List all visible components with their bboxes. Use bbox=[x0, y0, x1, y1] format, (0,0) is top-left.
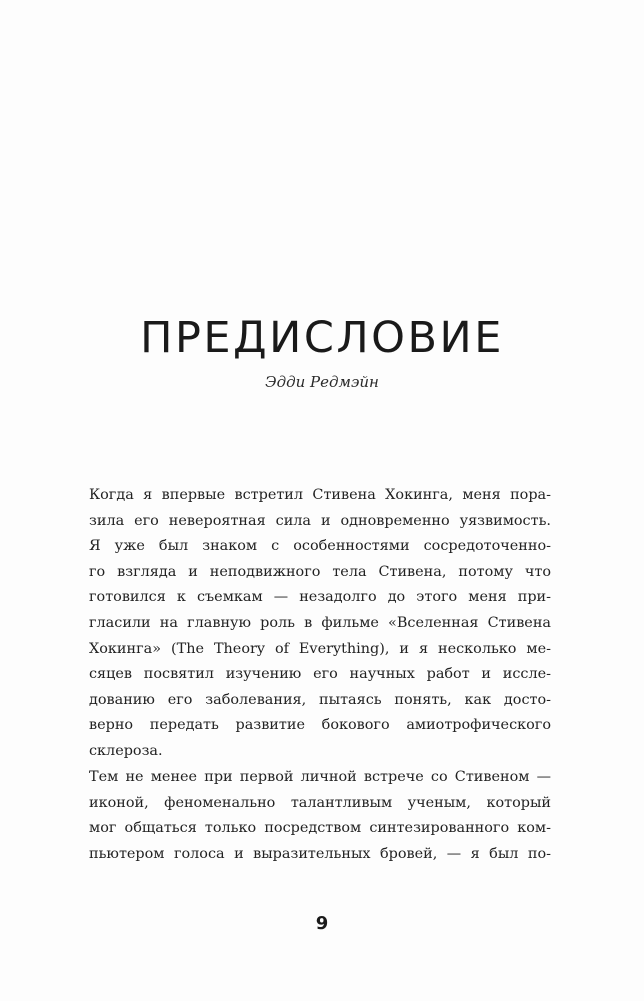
text-line: го взгляда и неподвижного тела Стивена, потому что bbox=[89, 563, 551, 580]
text-line: Я уже был знаком с особенностями сосредоточенно- bbox=[89, 538, 551, 555]
page-number: 9 bbox=[315, 913, 329, 934]
chapter-title: ПРЕДИСЛОВИЕ bbox=[140, 313, 504, 363]
text-line: мог общаться только посредством синтезированного ком- bbox=[89, 820, 551, 837]
text-line: сяцев посвятил изучению его научных работ и иссле- bbox=[89, 666, 551, 683]
text-line: дованию его заболевания, пытаясь понять, как досто- bbox=[89, 691, 551, 708]
text-line: зила его невероятная сила и одновременно уязвимость. bbox=[89, 512, 551, 529]
text-line: гласили на главную роль в фильме «Вселенная Стивена bbox=[89, 614, 551, 631]
text-line: верно передать развитие бокового амиотрофического bbox=[89, 717, 551, 734]
text-line: склероза. bbox=[89, 742, 163, 759]
paragraph-2 bbox=[89, 765, 551, 867]
text-line: Хокинга» (The Theory of Everything), и я несколько ме- bbox=[89, 640, 551, 657]
text-line: готовился к съемкам — незадолго до этого меня при- bbox=[89, 589, 551, 606]
paragraph-1 bbox=[89, 483, 551, 765]
text-line: Когда я впервые встретил Стивена Хокинга, меня пора- bbox=[89, 487, 551, 503]
text-line: пьютером голоса и выразительных бровей, — я был по- bbox=[89, 845, 551, 862]
chapter-author: Эдди Редмэйн bbox=[265, 373, 379, 391]
text-line: иконой, феноменально талантливым ученым, который bbox=[89, 794, 551, 811]
text-line: Тем не менее при первой личной встрече со Стивеном — bbox=[89, 769, 551, 785]
